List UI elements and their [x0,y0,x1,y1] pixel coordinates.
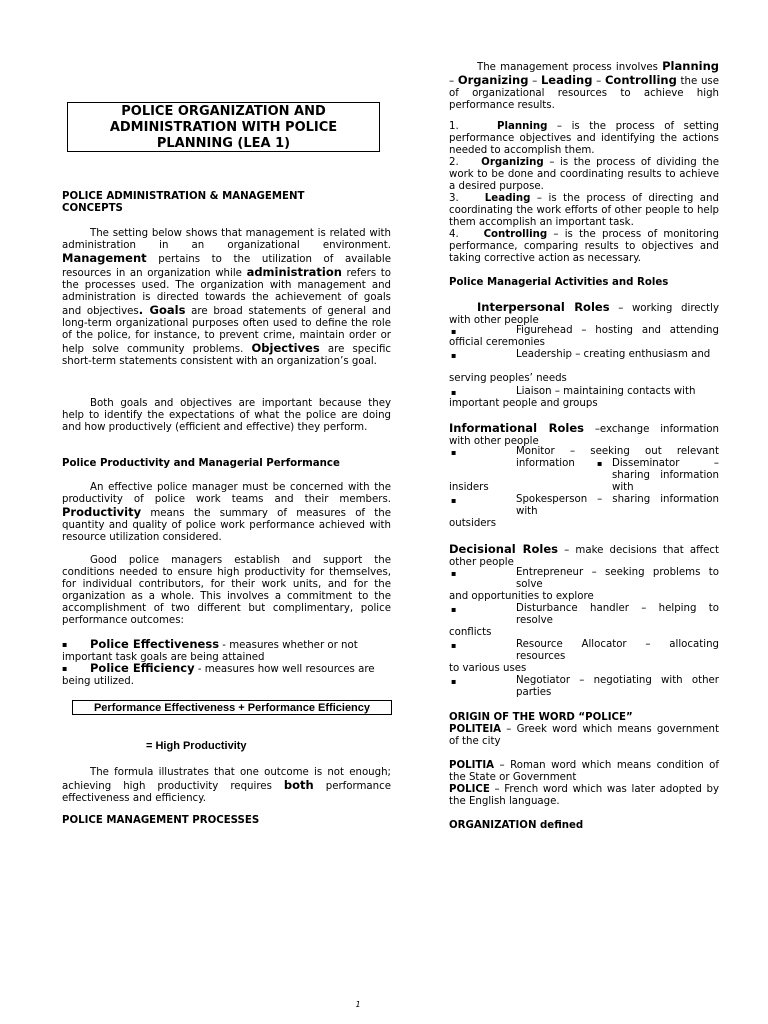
heading-organization-defined: ORGANIZATION defined [449,820,584,831]
paragraph-good-managers: Good police managers establish and support the conditions needed to ensure high productivity for themselves, for individual contributors, for their work units, and for the organization as a whole. This involves a commitment to the accomplishment of two different but complimentary, police performance outcomes: [62,555,391,626]
role-item-disseminator: Disseminator – sharing information with [612,458,719,493]
formula-result: = High Productivity [146,740,247,752]
bullet-icon: ▪ [451,641,457,650]
title-line-3: PLANNING (LEA 1) [156,136,291,151]
paragraph-formula-explanation: The formula illustrates that one outcome is not enough; achieving high productivity requires both performance effectiveness and efficiency. [62,767,391,804]
term-leading: Leading [540,73,593,87]
origin-politeia: POLITEIA – Greek word which means government of the city [449,724,719,747]
document-title-box [67,102,380,152]
term-administration: administration [246,265,342,279]
formula-box: Performance Effectiveness + Performance Efficiency [72,700,392,715]
term-productivity: Productivity [62,505,142,519]
bullet-icon: ▪ [451,327,457,336]
heading-police-productivity: Police Productivity and Managerial Performance [62,458,340,469]
decisional-roles-intro: Decisional Roles – make decisions that affect other people [449,542,720,568]
term-controlling: Controlling [604,73,677,87]
paragraph-goals-objectives: Both goals and objectives are important because they help to identify the expectations of what the police are doing and how productively (efficient and effective) they perform. [62,398,391,433]
term-interpersonal-roles: Interpersonal Roles [477,300,610,314]
outcome-bullet-efficiency: ▪ Police Efficiency - measures how well resources are being utilized. [62,661,375,687]
outcome-bullet-effectiveness: ▪ Police Effectiveness - measures whether or not important task goals are being attained [62,637,358,663]
term-police-efficiency: Police Efficiency [90,661,195,675]
interpersonal-roles-intro: Interpersonal Roles – working directly with other people [449,300,720,326]
bullet-icon: ▪ [451,496,457,505]
process-step-controlling: 4. Controlling – is the process of monitoring performance, comparing results to objectives and taking corrective action as necessary. [449,229,719,264]
bullet-icon: ▪ [62,640,68,649]
heading-managerial-roles: Police Managerial Activities and Roles [449,277,669,288]
term-informational-roles: Informational Roles [449,421,584,435]
title-line-2: ADMINISTRATION WITH POLICE [109,120,338,135]
title-line-1: POLICE ORGANIZATION AND [121,104,326,119]
paragraph-management-concepts: The setting below shows that management is related with administration in an organizational environment. Management pertains to the utilization of available resources in an organization while administration refers to the processes used. The organization with management and administration is directed towards the achievement of goals and objectives. Goals are broad statements of general and long-term organizational purposes often used to define the role of the police, for instance, to prevent crime, maintain order or help solve community problems. Objectives are specific short-term statements consistent with an organization’s goal. [62,228,391,367]
term-organizing: Organizing [457,73,529,87]
process-step-planning: 1. Planning – is the process of setting performance objectives and identifying the actions needed to accomplish them. [449,121,719,156]
bullet-icon: ▪ [597,459,603,468]
paragraph-management-process-intro: The management process involves Planning – Organizing – Leading – Controlling the use of organizational resources to achieve high performance results. [449,59,720,111]
bullet-icon: ▪ [451,605,457,614]
bullet-icon: ▪ [451,569,457,578]
heading-origin-police: ORIGIN OF THE WORD “POLICE” [449,712,633,723]
term-decisional-roles: Decisional Roles [449,542,558,556]
bullet-icon: ▪ [451,351,457,360]
bullet-icon: ▪ [62,664,68,673]
informational-roles-intro: Informational Roles –exchange information with other people [449,421,719,447]
origin-police: POLICE – French word which was later adopted by the English language. [449,784,719,807]
bullet-icon: ▪ [451,388,457,397]
bullet-icon: ▪ [451,677,457,686]
paragraph-productivity: An effective police manager must be concerned with the productivity of police work teams and their members. Productivity means the summary of measures of the quantity and quality of police work performance achieved with resource utilization considered. [62,482,391,543]
term-planning: Planning [662,59,719,73]
term-goals: . Goals [138,303,186,317]
origin-politia: POLITIA – Roman word which means condition of the State or Government [449,760,719,783]
term-police-effectiveness: Police Effectiveness [90,637,220,651]
bullet-icon: ▪ [451,448,457,457]
page-number: 1 [355,1000,361,1009]
process-step-organizing: 2. Organizing – is the process of dividing the work to be done and coordinating results to achieve a desired purpose. [449,157,719,192]
heading-management-processes: POLICE MANAGEMENT PROCESSES [62,815,260,826]
term-objectives: Objectives [251,341,320,355]
process-step-leading: 3. Leading – is the process of directing and coordinating the work efforts of other people to help them accomplish an important task. [449,193,719,228]
term-both: both [283,778,314,792]
term-management: Management [62,251,147,265]
heading-admin-management-concepts: POLICE ADMINISTRATION & MANAGEMENT CONCEPTS [62,191,305,214]
